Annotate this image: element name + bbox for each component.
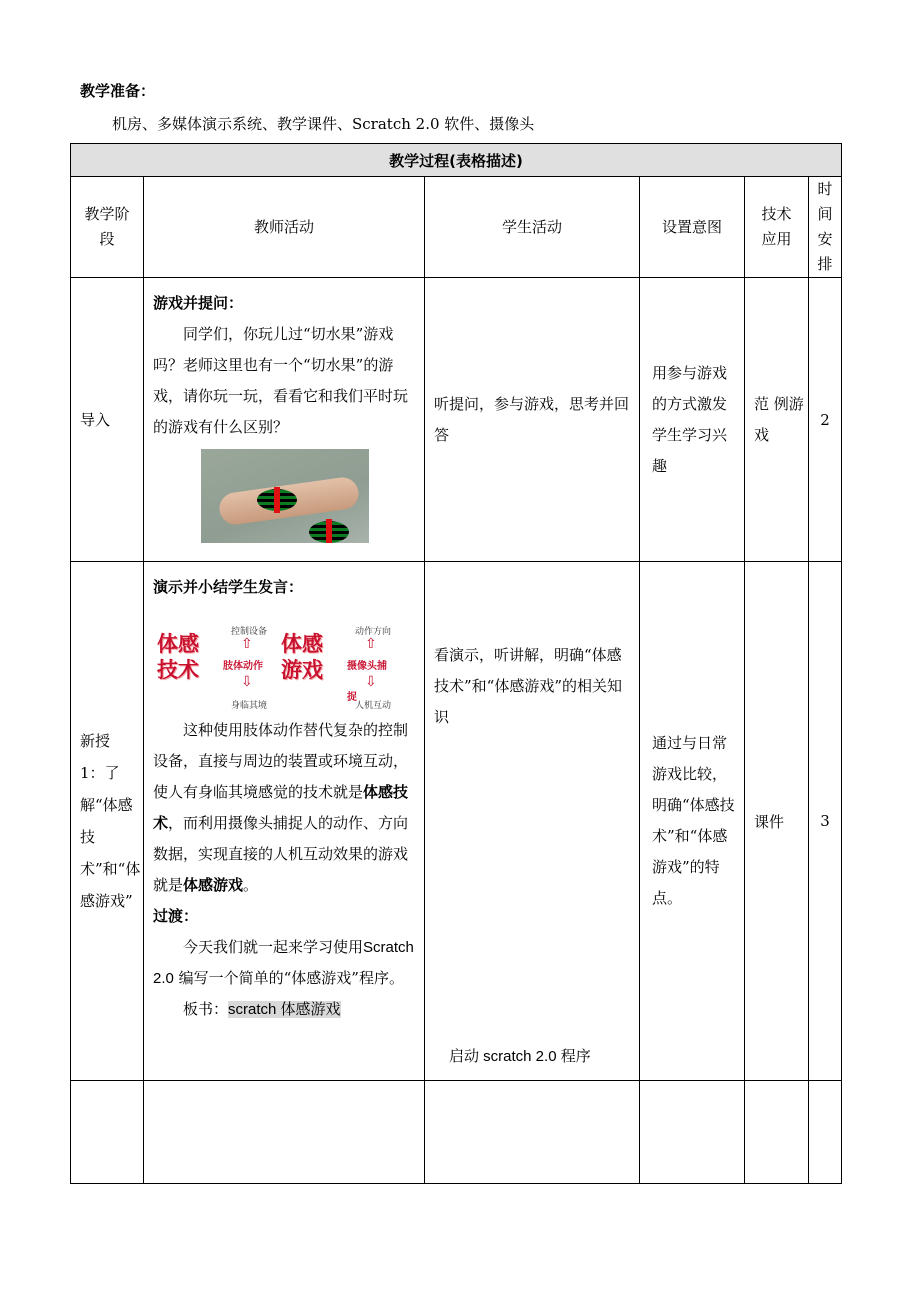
- prep-title: 教学准备：: [80, 82, 156, 100]
- fruit-game-photo: [201, 449, 369, 543]
- diagram-right-line2: 游戏: [281, 658, 323, 682]
- row1-teacher-text: 同学们，你玩儿过“切水果”游戏吗？老师这里也有一个“切水果”的游戏，请你玩一玩，看看它和我们平时玩的游戏有什么区别？: [153, 325, 409, 436]
- diagram-right-line1: 体感: [281, 632, 323, 656]
- diagram-right-title: [281, 631, 323, 683]
- row1-time: 2: [809, 278, 842, 562]
- para-part-a: 这种使用肢体动作替代复杂的控制设备，直接与周边的装置或环境互动，使人有身临其境感觉的技术就是: [153, 721, 409, 801]
- empty-cell: [745, 1081, 809, 1184]
- diagram-left-title: [157, 631, 199, 683]
- row1-student: 听提问，参与游戏，思考并回答: [425, 278, 640, 562]
- trans-part-a: 今天我们就一起来学习使用: [183, 938, 364, 956]
- term-motion-game: 体感游戏: [183, 876, 244, 894]
- header-time-line4: 排: [817, 255, 833, 273]
- para-part-b: ，而利用摄像头捕捉人的动作、方向数据，实现直接的人机互动效果的游戏就是: [153, 814, 409, 894]
- board-value: scratch 体感游戏: [228, 1001, 341, 1018]
- row2-student-launch: 启动 scratch 2.0 程序: [449, 1048, 591, 1065]
- row2-stage: 新授 1：了 解“体感技术”和“体感游戏”: [71, 562, 144, 1081]
- prep-body: 机房、多媒体演示系统、教学课件、Scratch 2.0 软件、摄像头: [112, 115, 535, 133]
- header-tech-line2: 应用: [761, 230, 792, 248]
- trans-scratch: Scratch 2.0: [153, 939, 414, 987]
- row2-intent: 通过与日常游戏比较，明确“体感技术”和“体感游戏”的特点。: [640, 562, 745, 1081]
- arrow-down-icon: ⇩: [241, 674, 253, 690]
- empty-cell: [144, 1081, 425, 1184]
- row1-stage: 导入: [71, 278, 144, 562]
- diagram-right-mid: 摄像头捕捉: [347, 661, 387, 703]
- board-label: 板书：: [183, 1000, 229, 1018]
- empty-cell: [640, 1081, 745, 1184]
- arrow-up-icon: ⇧: [365, 636, 377, 652]
- table-row: [71, 1081, 842, 1184]
- diagram-left-line1: 体感: [157, 632, 199, 656]
- header-stage-line2: 段: [99, 230, 115, 248]
- table-row: [71, 278, 842, 562]
- transition-heading: 过渡：: [153, 907, 199, 925]
- row2-student-text: 看演示，听讲解，明确“体感技术”和“体感游戏”的相关知识: [434, 646, 623, 726]
- lesson-process-table: [70, 143, 842, 1184]
- diagram-left-bottom: 身临其境: [231, 701, 268, 711]
- board-line: [153, 994, 416, 1025]
- header-teacher: 教师活动: [144, 177, 425, 278]
- table-row: [71, 562, 842, 1081]
- header-tech-line1: 技术: [761, 205, 792, 223]
- diagram-left-top: 控制设备: [231, 627, 268, 637]
- header-stage: [71, 177, 144, 278]
- header-time-line2: 间: [817, 205, 833, 223]
- empty-cell: [71, 1081, 144, 1184]
- term-motion-tech: 体感技术: [153, 783, 409, 832]
- row2-tech: 课件: [745, 562, 809, 1081]
- header-time: [809, 177, 842, 278]
- diagram-left-mid: 肢体动作: [223, 661, 263, 672]
- header-time-line1: 时: [817, 180, 833, 198]
- diagram-left-line2: 技术: [157, 658, 199, 682]
- arrow-up-icon: ⇧: [241, 636, 253, 652]
- trans-part-c: 编写一个简单的“体感游戏”程序。: [173, 969, 404, 987]
- row2-teacher-paragraph: [153, 715, 416, 901]
- row2-student: [425, 562, 640, 1081]
- empty-cell: [809, 1081, 842, 1184]
- watermelon-icon: [309, 521, 349, 543]
- table-banner: 教学过程(表格描述): [71, 144, 842, 177]
- header-stage-line1: 教学阶: [84, 205, 130, 223]
- row1-intent: 用参与游戏的方式激发学生学习兴趣: [640, 278, 745, 562]
- diagram-right-top: 动作方向: [355, 627, 392, 637]
- row1-tech: 范 例游戏: [745, 278, 809, 562]
- header-row: [71, 177, 842, 278]
- row1-teacher: [144, 278, 425, 562]
- watermelon-icon: [257, 489, 297, 511]
- motion-sensing-diagram: [155, 609, 395, 711]
- diagram-right-bottom: 人机互动: [355, 701, 392, 711]
- para-end: 。: [243, 876, 259, 894]
- header-time-line3: 安: [817, 230, 833, 248]
- row2-time: 3: [809, 562, 842, 1081]
- empty-cell: [425, 1081, 640, 1184]
- transition-text: [153, 932, 416, 994]
- row1-teacher-heading: 游戏并提问：: [153, 294, 244, 312]
- arrow-down-icon: ⇩: [365, 674, 377, 690]
- header-student: 学生活动: [425, 177, 640, 278]
- header-tech: [745, 177, 809, 278]
- row2-teacher-heading: 演示并小结学生发言：: [153, 578, 304, 596]
- row2-teacher: [144, 562, 425, 1081]
- header-intent: 设置意图: [640, 177, 745, 278]
